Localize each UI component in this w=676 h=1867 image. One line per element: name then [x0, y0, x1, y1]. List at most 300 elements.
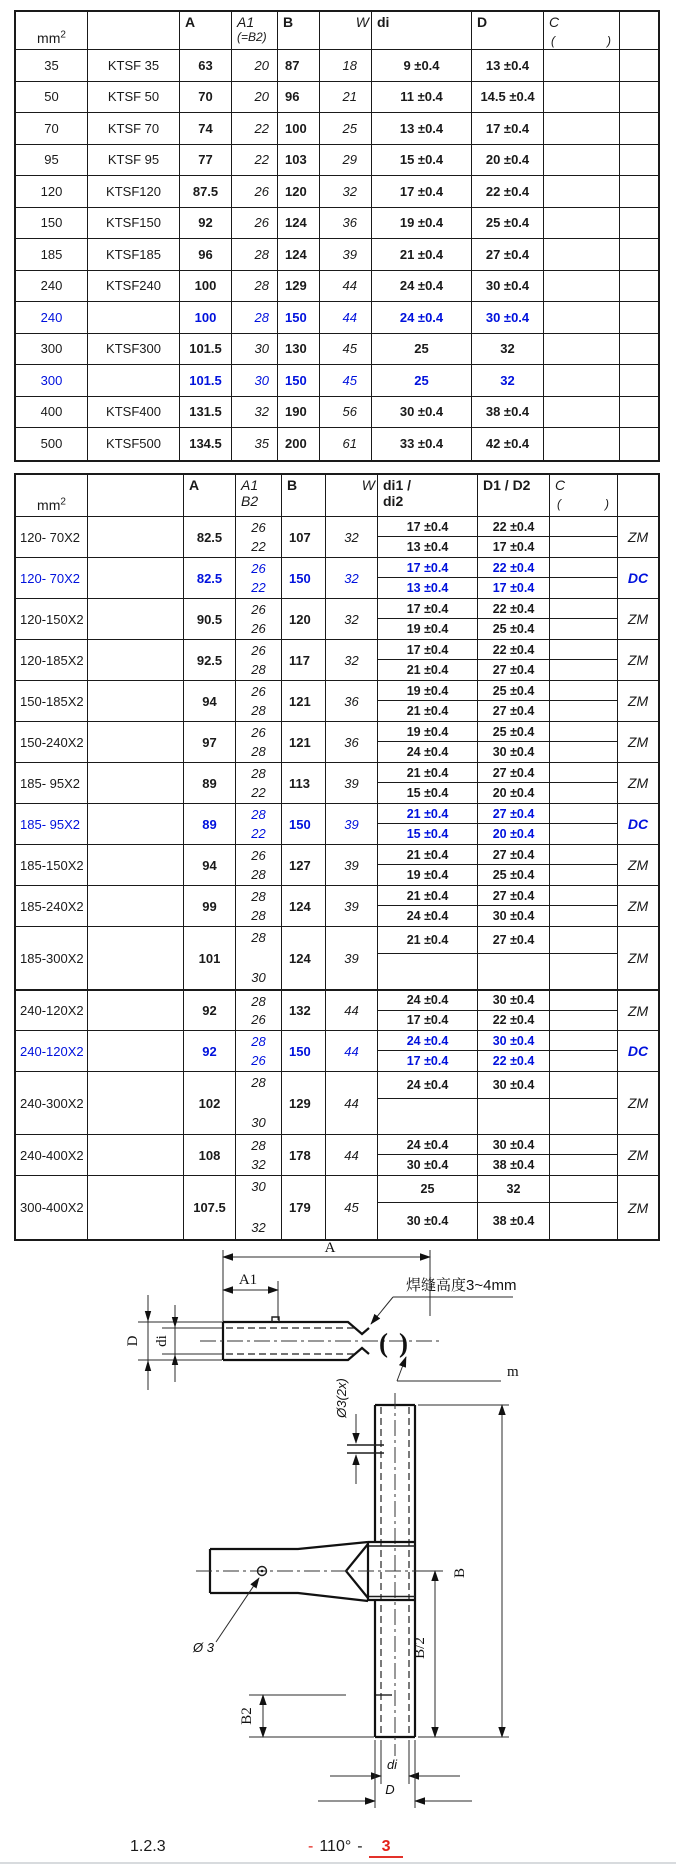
footer-revision-number: 3: [369, 1838, 404, 1858]
cell-d-1: 30 ±0.4: [478, 1031, 549, 1051]
weld-mark-right: ): [399, 1328, 408, 1358]
cell-di: 13 ±0.4: [372, 113, 472, 144]
cell-type-name: [88, 845, 184, 885]
cell-a: 74: [180, 113, 232, 144]
cell-c-2: [550, 906, 617, 926]
cell-c: [550, 517, 618, 557]
tube-outline: [375, 1393, 415, 1756]
table2-header-row: [16, 475, 658, 517]
cell-d-1: 27 ±0.4: [478, 804, 549, 824]
cell-a1-b2: 28 32: [236, 1135, 282, 1175]
cell-type-name: [88, 599, 184, 639]
cell-di: 24 ±0.4: [372, 271, 472, 302]
cell-a: 90.5: [184, 599, 236, 639]
cell-di: 11 ±0.4: [372, 82, 472, 113]
header-mm2: $mm^2$: [16, 12, 88, 49]
cell-di: [378, 722, 478, 762]
cell-b: 87: [278, 50, 320, 81]
cell-d: 32: [472, 334, 544, 365]
cell-c: [544, 208, 620, 239]
cell-di: 30 ±0.4: [372, 397, 472, 428]
cell-di-2: 19 ±0.4: [406, 622, 449, 636]
cell-d-1: 22 ±0.4: [478, 640, 549, 660]
cell-c-2: [550, 1203, 617, 1239]
cell-d: [478, 1176, 550, 1239]
footer-separator: -: [357, 1838, 363, 1855]
cell-a1-b2: 28 22: [236, 804, 282, 844]
branch-joint-view: [192, 1378, 509, 1808]
ferrule-view: [125, 1240, 519, 1390]
cell-tag: DC: [627, 816, 649, 832]
cell-b: 179: [282, 1176, 326, 1239]
cell-di-2: 30 ±0.4: [406, 1214, 449, 1229]
cell-type-name: [88, 1031, 184, 1071]
cell-d: 42 ±0.4: [472, 428, 544, 460]
cell-size: 120-150X2: [16, 599, 88, 639]
cell-di-2: 15 ±0.4: [406, 827, 449, 841]
cell-di: [378, 681, 478, 721]
cell-d-1: 25 ±0.4: [478, 681, 549, 701]
dim-label-D-bottom: D: [385, 1782, 395, 1797]
cell-c: [550, 1176, 618, 1239]
cell-d: 20 ±0.4: [472, 145, 544, 176]
cell-a1: 30: [232, 334, 278, 365]
cell-di-1: 24 ±0.4: [378, 991, 477, 1011]
table2-rows: [16, 517, 658, 1239]
cell-a: 94: [184, 681, 236, 721]
cell-b: 107: [282, 517, 326, 557]
cell-size: 185: [16, 239, 88, 270]
cell-type-name: [88, 640, 184, 680]
cell-a: 101.5: [180, 365, 232, 396]
cell-a1-b2: 30 32: [236, 1176, 282, 1239]
cell-di-1: 21 ±0.4: [378, 886, 477, 906]
cell-type-name: [88, 302, 180, 333]
table2-row: [16, 681, 658, 722]
cell-di-1: 17 ±0.4: [378, 558, 477, 578]
cell-type-name: KTSF 35: [88, 50, 180, 81]
technical-drawing: [0, 1240, 676, 1867]
table2-row: [16, 845, 658, 886]
table1-header-row: [16, 12, 658, 50]
cell-di: [378, 845, 478, 885]
cell-d: 38 ±0.4: [472, 397, 544, 428]
cell-tag: ZM: [627, 734, 649, 750]
table2-row: [16, 1176, 658, 1239]
header-extra: [620, 12, 658, 49]
cell-w: 39: [326, 845, 378, 885]
cell-d-1: 32: [478, 1176, 549, 1203]
cell-extra: [620, 397, 658, 428]
cell-c-2: [550, 701, 617, 721]
cell-di-2: 17 ±0.4: [406, 1013, 449, 1028]
cell-size: 50: [16, 82, 88, 113]
cell-a1: 28: [232, 239, 278, 270]
cell-di: 17 ±0.4: [372, 176, 472, 207]
header-a: A: [184, 475, 236, 516]
cell-di: [378, 991, 478, 1030]
cell-c: [550, 927, 618, 989]
cell-d: [478, 1031, 550, 1071]
cell-di: 21 ±0.4: [372, 239, 472, 270]
cell-d: 22 ±0.4: [472, 176, 544, 207]
cell-b: 150: [282, 558, 326, 598]
cell-di-1: 21 ±0.4: [378, 927, 477, 954]
cell-c-1: [550, 1135, 617, 1155]
cell-c: [550, 804, 618, 844]
table1-row: [16, 428, 658, 460]
cell-d: [478, 804, 550, 844]
cell-di: [378, 1072, 478, 1134]
cell-c-2: [550, 742, 617, 762]
table1-row: [16, 365, 658, 397]
cell-d: [478, 1072, 550, 1134]
cell-type-name: [88, 991, 184, 1030]
cell-w: 32: [326, 599, 378, 639]
cell-type-name: KTSF150: [88, 208, 180, 239]
cell-size: 120- 70X2: [16, 558, 88, 598]
cell-d-2: 17 ±0.4: [492, 540, 535, 554]
cell-d-1: 30 ±0.4: [478, 1135, 549, 1155]
cell-w: 45: [320, 365, 372, 396]
cell-b: 150: [282, 1031, 326, 1071]
header-a1-b2: A1 B2: [236, 475, 282, 516]
cell-d-2: 20 ±0.4: [492, 827, 535, 841]
cell-d-2: 25 ±0.4: [492, 868, 535, 882]
cell-di-1: 17 ±0.4: [378, 640, 477, 660]
cell-type-name: KTSF 95: [88, 145, 180, 176]
cell-a1: 22: [232, 113, 278, 144]
cell-c: [544, 334, 620, 365]
hole-note: Ø 3: [193, 1640, 214, 1655]
cell-c-2: [550, 1155, 617, 1175]
cell-d-2: [478, 1099, 549, 1134]
header-c-parens: ( ): [551, 34, 611, 48]
cell-w: 18: [320, 50, 372, 81]
cell-d: 30 ±0.4: [472, 302, 544, 333]
cell-di: [378, 886, 478, 926]
cell-c-2: [550, 619, 617, 639]
cell-size: 240: [16, 302, 88, 333]
cell-di: 24 ±0.4: [372, 302, 472, 333]
header-type-name: [88, 475, 184, 516]
cell-w: 21: [320, 82, 372, 113]
table2-row: [16, 640, 658, 681]
cell-b: 178: [282, 1135, 326, 1175]
cell-c-1: [550, 517, 617, 537]
footer-code: [308, 1838, 403, 1858]
cell-w: 36: [326, 681, 378, 721]
cell-tag: ZM: [627, 857, 649, 873]
header-b: B: [278, 12, 320, 49]
cell-di: 25: [372, 365, 472, 396]
cell-d-1: 30 ±0.4: [478, 991, 549, 1011]
cell-di-1: 21 ±0.4: [378, 845, 477, 865]
cell-c-1: [550, 1176, 617, 1203]
cell-c-1: [550, 991, 617, 1011]
cell-a1-b2: 28 30: [236, 1072, 282, 1134]
cell-extra: [620, 334, 658, 365]
cell-di: 19 ±0.4: [372, 208, 472, 239]
table1-rows: [16, 50, 658, 460]
cell-w: 39: [326, 763, 378, 803]
page-bottom-edge: [0, 1862, 676, 1864]
cell-d-1: 22 ±0.4: [478, 558, 549, 578]
cell-di-1: 24 ±0.4: [378, 1135, 477, 1155]
cell-c-2: [550, 783, 617, 803]
cell-d-2: 22 ±0.4: [492, 1013, 535, 1028]
cell-w: 25: [320, 113, 372, 144]
cell-type-name: [88, 1176, 184, 1239]
cell-d: [478, 991, 550, 1030]
cell-c-1: [550, 599, 617, 619]
cell-size: 240-300X2: [16, 1072, 88, 1134]
cell-d: [478, 927, 550, 989]
cell-b: 132: [282, 991, 326, 1030]
cell-a1-b2: 28 30: [236, 927, 282, 989]
header-d: D: [472, 12, 544, 49]
cell-d: 27 ±0.4: [472, 239, 544, 270]
cell-di-2: 21 ±0.4: [406, 704, 449, 718]
header-b: B: [282, 475, 326, 516]
cell-a1-b2: 26 28: [236, 640, 282, 680]
cell-a: 100: [180, 271, 232, 302]
cell-type-name: [88, 681, 184, 721]
cell-c: [544, 365, 620, 396]
cell-a: 92: [184, 991, 236, 1030]
cell-a: 102: [184, 1072, 236, 1134]
cell-di: [378, 763, 478, 803]
cell-size: 120-185X2: [16, 640, 88, 680]
cell-a: 100: [180, 302, 232, 333]
table2-row: [16, 599, 658, 640]
cell-c: [544, 145, 620, 176]
cell-c: [544, 302, 620, 333]
table2-row: [16, 886, 658, 927]
cell-c-1: [550, 804, 617, 824]
cell-w: 44: [326, 1072, 378, 1134]
header-c: C ( ): [550, 475, 618, 516]
cell-di-2: 17 ±0.4: [406, 1054, 449, 1068]
cell-w: 39: [326, 927, 378, 989]
cell-w: 36: [320, 208, 372, 239]
cell-size: 300: [16, 334, 88, 365]
cell-type-name: [88, 804, 184, 844]
cell-d: 32: [472, 365, 544, 396]
cell-a: 82.5: [184, 517, 236, 557]
cell-d-2: 20 ±0.4: [492, 786, 535, 800]
table2-row: [16, 1031, 658, 1072]
cell-b: 100: [278, 113, 320, 144]
cell-di-1: 24 ±0.4: [378, 1031, 477, 1051]
cell-extra: [620, 271, 658, 302]
cell-tag: ZM: [627, 1147, 649, 1163]
cell-di-1: 21 ±0.4: [378, 804, 477, 824]
cell-size: 185-300X2: [16, 927, 88, 989]
cell-type-name: KTSF500: [88, 428, 180, 460]
cell-tag: DC: [627, 1043, 649, 1059]
cell-a1: 20: [232, 50, 278, 81]
table1-row: [16, 239, 658, 271]
cell-size: 150-240X2: [16, 722, 88, 762]
cell-type-name: KTSF400: [88, 397, 180, 428]
cell-di-2: 13 ±0.4: [406, 581, 449, 595]
cell-d: [478, 517, 550, 557]
cell-di-1: 17 ±0.4: [378, 599, 477, 619]
cell-a: 87.5: [180, 176, 232, 207]
cell-tag: ZM: [627, 652, 649, 668]
cell-size: 35: [16, 50, 88, 81]
cell-di-2: 13 ±0.4: [406, 540, 449, 554]
footer-section-number: 1.2.3: [130, 1838, 166, 1855]
cell-di-1: 21 ±0.4: [378, 763, 477, 783]
cell-a1-b2: 26 28: [236, 681, 282, 721]
cell-b: 113: [282, 763, 326, 803]
cell-a1: 35: [232, 428, 278, 460]
cell-type-name: [88, 886, 184, 926]
cell-a: 94: [184, 845, 236, 885]
dim-label-di-bottom: di: [386, 1757, 398, 1772]
cell-a1-b2: 26 22: [236, 517, 282, 557]
cell-d: [478, 558, 550, 598]
cell-c-1: [550, 640, 617, 660]
cell-size: 120: [16, 176, 88, 207]
cell-d: [478, 763, 550, 803]
dim-label-B-half: B/2: [412, 1637, 428, 1659]
cell-d: 17 ±0.4: [472, 113, 544, 144]
cell-a: 108: [184, 1135, 236, 1175]
cell-d: 30 ±0.4: [472, 271, 544, 302]
cell-a1-b2: 28 26: [236, 991, 282, 1030]
cell-type-name: [88, 1072, 184, 1134]
cell-di-2: 24 ±0.4: [406, 745, 449, 759]
hole-note-leader: [216, 1578, 259, 1642]
cell-di-2: 24 ±0.4: [406, 909, 449, 923]
cell-c-2: [550, 865, 617, 885]
cell-a1: 20: [232, 82, 278, 113]
cell-di: 33 ±0.4: [372, 428, 472, 460]
cell-tag: ZM: [627, 1199, 649, 1216]
header-di: di: [372, 12, 472, 49]
cell-w: 45: [326, 1176, 378, 1239]
cell-a: 77: [180, 145, 232, 176]
cell-d-2: 30 ±0.4: [492, 745, 535, 759]
cell-b: 129: [282, 1072, 326, 1134]
cell-c: [550, 1031, 618, 1071]
cell-c-2: [550, 954, 617, 989]
cell-a: 89: [184, 763, 236, 803]
table1-row: [16, 397, 658, 429]
cell-c: [550, 886, 618, 926]
cell-a1-b2: 26 28: [236, 722, 282, 762]
cell-d-1: 27 ±0.4: [478, 845, 549, 865]
cell-w: 45: [320, 334, 372, 365]
header-type-name: [88, 12, 180, 49]
cell-a: 63: [180, 50, 232, 81]
cell-type-name: [88, 365, 180, 396]
cell-type-name: KTSF 70: [88, 113, 180, 144]
spec-table-double: [14, 473, 660, 1241]
cell-b: 121: [282, 722, 326, 762]
weld-note-leader: [371, 1297, 393, 1324]
cell-extra: [620, 113, 658, 144]
cell-extra: [620, 176, 658, 207]
cell-size: 70: [16, 113, 88, 144]
table1-row: [16, 334, 658, 366]
cell-a: 134.5: [180, 428, 232, 460]
cell-extra: [620, 302, 658, 333]
cell-a1: 26: [232, 208, 278, 239]
cell-c-2: [550, 578, 617, 598]
cell-c: [550, 722, 618, 762]
cell-size: 185- 95X2: [16, 804, 88, 844]
cell-b: 124: [282, 886, 326, 926]
cell-size: 95: [16, 145, 88, 176]
cell-w: 32: [320, 176, 372, 207]
cell-a: 89: [184, 804, 236, 844]
cell-w: 61: [320, 428, 372, 460]
cell-d: [478, 1135, 550, 1175]
footer-dash-red: -: [308, 1838, 314, 1855]
cell-tag: ZM: [627, 693, 649, 709]
cell-extra: [620, 50, 658, 81]
header-d1-d2: D1 / D2: [478, 475, 550, 516]
cell-size: 500: [16, 428, 88, 460]
dim-label-D: D: [125, 1335, 141, 1347]
cell-di: [378, 558, 478, 598]
cell-a1-b2: 26 22: [236, 558, 282, 598]
cell-c: [550, 681, 618, 721]
cell-type-name: [88, 558, 184, 598]
table2-row: [16, 763, 658, 804]
cell-a: 82.5: [184, 558, 236, 598]
cell-c-1: [550, 1072, 617, 1099]
cell-size: 240-120X2: [16, 991, 88, 1030]
cell-d: [478, 722, 550, 762]
cell-tag: DC: [627, 570, 649, 586]
cell-c: [544, 271, 620, 302]
dim-label-B2: B2: [239, 1707, 255, 1725]
cell-w: 44: [326, 991, 378, 1030]
cell-type-name: KTSF185: [88, 239, 180, 270]
cell-a1-b2: 26 26: [236, 599, 282, 639]
table1-row: [16, 176, 658, 208]
table2-row: [16, 722, 658, 763]
dim-label-di: di: [154, 1335, 170, 1347]
cell-w: 39: [326, 804, 378, 844]
cell-tag: ZM: [627, 1002, 649, 1019]
cell-d: [478, 886, 550, 926]
cell-b: 124: [278, 208, 320, 239]
cell-c-1: [550, 845, 617, 865]
cell-di: 15 ±0.4: [372, 145, 472, 176]
cell-c: [550, 1072, 618, 1134]
cell-extra: [620, 145, 658, 176]
cell-size: 185- 95X2: [16, 763, 88, 803]
header-w: W: [326, 475, 378, 516]
cell-tag: ZM: [627, 529, 649, 545]
cell-c: [544, 239, 620, 270]
header-c: C ( ): [544, 12, 620, 49]
spec-table-single: [14, 10, 660, 462]
footer-degrees: 110°: [319, 1838, 352, 1855]
cell-c: [544, 428, 620, 460]
cell-extra: [620, 365, 658, 396]
table1-row: [16, 271, 658, 303]
cell-a1-b2: 28 26: [236, 1031, 282, 1071]
cell-b: 190: [278, 397, 320, 428]
cell-c-1: [550, 722, 617, 742]
